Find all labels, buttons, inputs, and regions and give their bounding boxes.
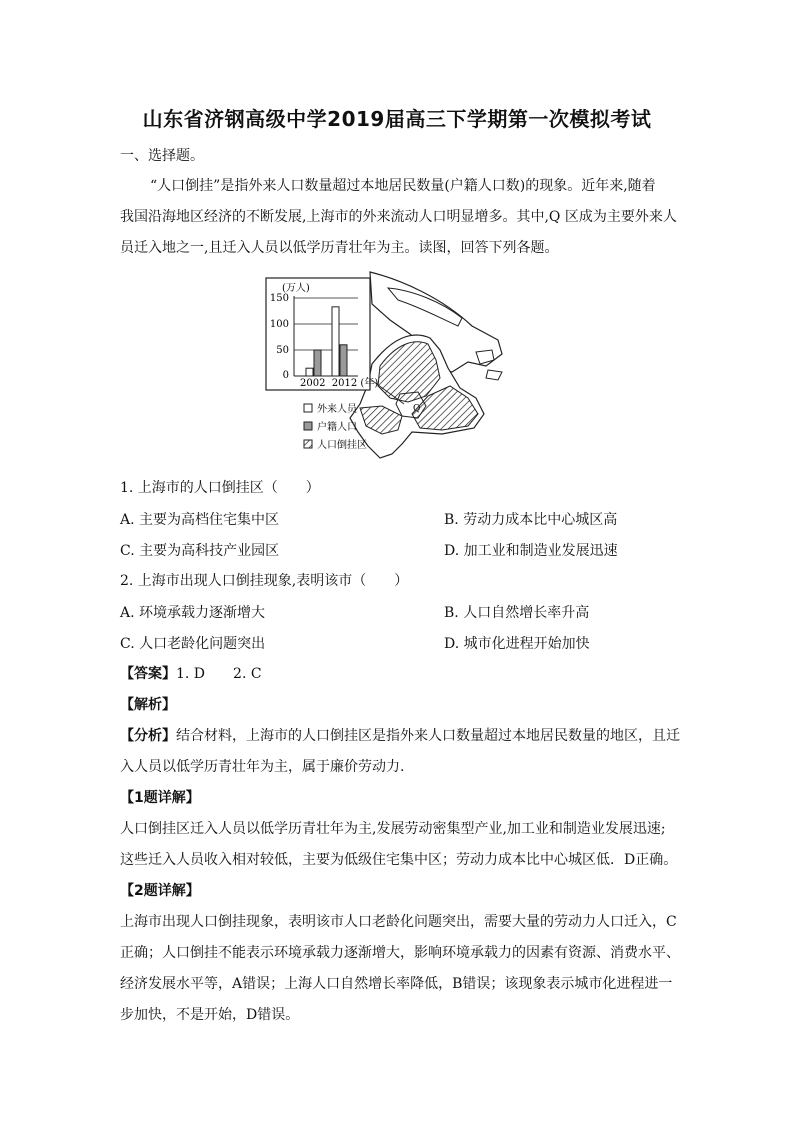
legend-label-registered: 户籍人口	[317, 422, 357, 433]
legend-label-migrants: 外来人员	[317, 404, 357, 415]
q2-detail-line-1: 上海市出现人口倒挂现象，表明该市人口老龄化问题突出，需要大量的劳动力人口迁入，C	[120, 914, 677, 930]
y-tick-0: 0	[282, 370, 289, 381]
q2-detail-line-3: 经济发展水平等，A错误；上海人口自然增长率降低，B错误；该现象表示城市化进程进一	[120, 976, 673, 992]
bar-2012-registered	[340, 345, 347, 376]
q1-option-a: A. 主要为高档住宅集中区	[120, 512, 280, 528]
legend-swatch-inversion	[304, 440, 312, 448]
q1-detail-line-1: 人口倒挂区迁入人员以低学历青壮年为主,发展劳动密集型产业,加工业和制造业发展迅速;	[120, 821, 666, 837]
intro-line-1: “人口倒挂”是指外来人口数量超过本地居民数量(户籍人口数)的现象。近年来,随着	[150, 178, 656, 194]
q2-detail-line-4: 步加快，不是开始，D错误。	[120, 1007, 300, 1023]
map-q-label: Q	[413, 404, 421, 414]
legend-swatch-registered	[304, 422, 312, 430]
answer-line	[120, 664, 680, 684]
y-tick-150: 150	[269, 293, 289, 304]
legend-label-inversion: 人口倒挂区	[317, 440, 367, 451]
question-2-stem: 2. 上海市出现人口倒挂现象,表明该市（ ）	[120, 573, 409, 589]
q2-detail-heading: 【2题详解】	[120, 883, 200, 899]
map-island-3	[486, 370, 502, 380]
bar-2002-registered	[314, 350, 321, 376]
bar-2012-migrants	[332, 307, 339, 376]
legend-swatch-migrants	[304, 404, 312, 412]
fenxi-line-2: 入人员以低学历青壮年为主，属于廉价劳动力.	[120, 759, 405, 775]
q2-detail-line-2: 正确；人口倒挂不能表示环境承载力逐渐增大，影响环境承载力的因素有资源、消费水平、	[120, 945, 680, 961]
fenxi-label: 【分析】	[120, 728, 176, 744]
fenxi-line-1	[120, 726, 680, 746]
q1-option-c: C. 主要为高科技产业园区	[120, 543, 280, 559]
fenxi-text-1: 结合材料，上海市的人口倒挂区是指外来人口数量超过本地居民数量的地区，且迁	[176, 728, 680, 744]
q1-detail-heading: 【1题详解】	[120, 790, 200, 806]
figure	[262, 268, 512, 462]
q2-option-d: D. 城市化进程开始加快	[444, 636, 590, 652]
bar-2002-migrants	[306, 368, 313, 376]
q1-option-b: B. 劳动力成本比中心城区高	[444, 512, 618, 528]
intro-line-2: 我国沿海地区经济的不断发展,上海市的外来流动人口明显增多。其中,Q 区成为主要外来人	[120, 209, 677, 225]
chart-unit-label: (万人)	[282, 283, 310, 294]
q2-option-a: A. 环境承载力逐渐增大	[120, 605, 266, 621]
question-1-stem: 1. 上海市的人口倒挂区（ ）	[120, 480, 320, 496]
y-tick-50: 50	[276, 345, 289, 356]
answer-label: 【答案】	[120, 666, 176, 682]
q2-option-c: C. 人口老龄化问题突出	[120, 636, 266, 652]
q1-detail-line-2: 这些迁入人员收入相对较低，主要为低级住宅集中区；劳动力成本比中心城区低．D正确。	[120, 852, 678, 868]
q1-option-d: D. 加工业和制造业发展迅速	[444, 543, 618, 559]
analysis-heading: 【解析】	[120, 697, 176, 713]
x-year-labels: 2002 2012 (年)	[300, 378, 379, 389]
answer-text: 1. D 2. C	[176, 666, 262, 682]
section-heading: 一、选择题。	[120, 148, 204, 164]
q2-option-b: B. 人口自然增长率升高	[444, 605, 590, 621]
intro-line-3: 员迁入地之一,且迁入人员以低学历青壮年为主。读图，回答下列各题。	[120, 240, 559, 256]
y-tick-100: 100	[269, 319, 289, 330]
page-title: 山东省济钢高级中学2019届高三下学期第一次模拟考试	[142, 107, 652, 131]
